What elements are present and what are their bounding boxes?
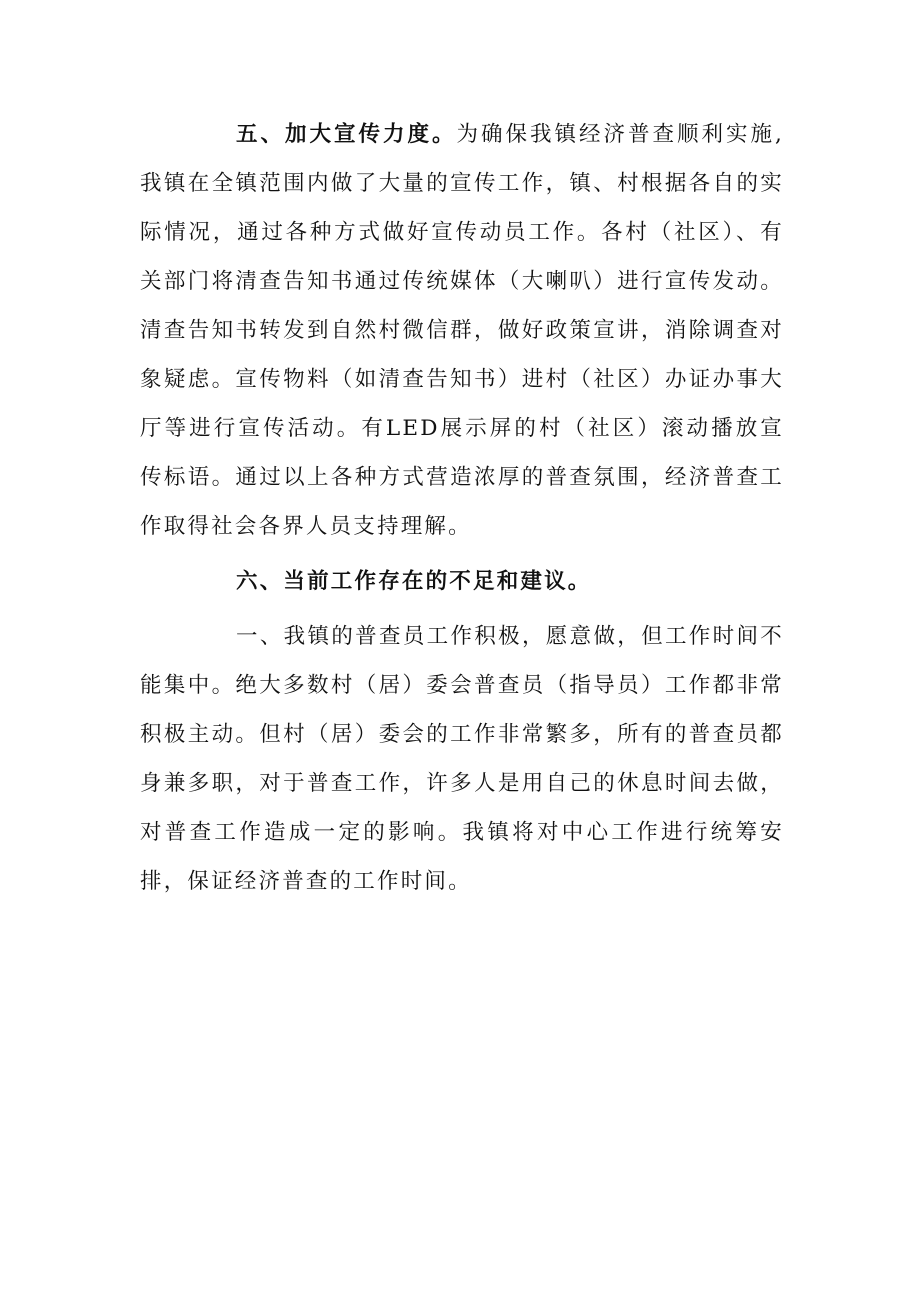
section-6-heading: 六、当前工作存在的不足和建议。 — [236, 569, 592, 594]
section-5-body: 为确保我镇经济普查顺利实施,我镇在全镇范围内做了大量的宣传工作，镇、村根据各自的实际情况，通过各种方式做好宣传动员工作。各村（社区）、有关部门将清查告知书通过传统媒体（大喇叭）进行宣传发动。清查告知书转发到自然村微信群，做好政策宣讲，消除调查对象疑虑。宣传物料（如清查告知书）进村（社区）办证办事大厅等进行宣传活动。有LED展示屏的村（社区）滚动播放宣传标语。通过以上各种方式营造浓厚的普查氛围，经济普查工作取得社会各界人员支持理解。 — [140, 122, 784, 539]
section-5-heading: 五、加大宣传力度。 — [236, 122, 457, 147]
section-5-paragraph — [140, 110, 784, 551]
point-1-paragraph: 一、我镇的普查员工作积极，愿意做，但工作时间不能集中。绝大多数村（居）委会普查员（指导员）工作都非常积极主动。但村（居）委会的工作非常繁多，所有的普查员都身兼多职，对于普查工作，许多人是用自己的休息时间去做，对普查工作造成一定的影响。我镇将对中心工作进行统筹安排，保证经济普查的工作时间。 — [140, 624, 784, 894]
document-page — [140, 110, 784, 906]
